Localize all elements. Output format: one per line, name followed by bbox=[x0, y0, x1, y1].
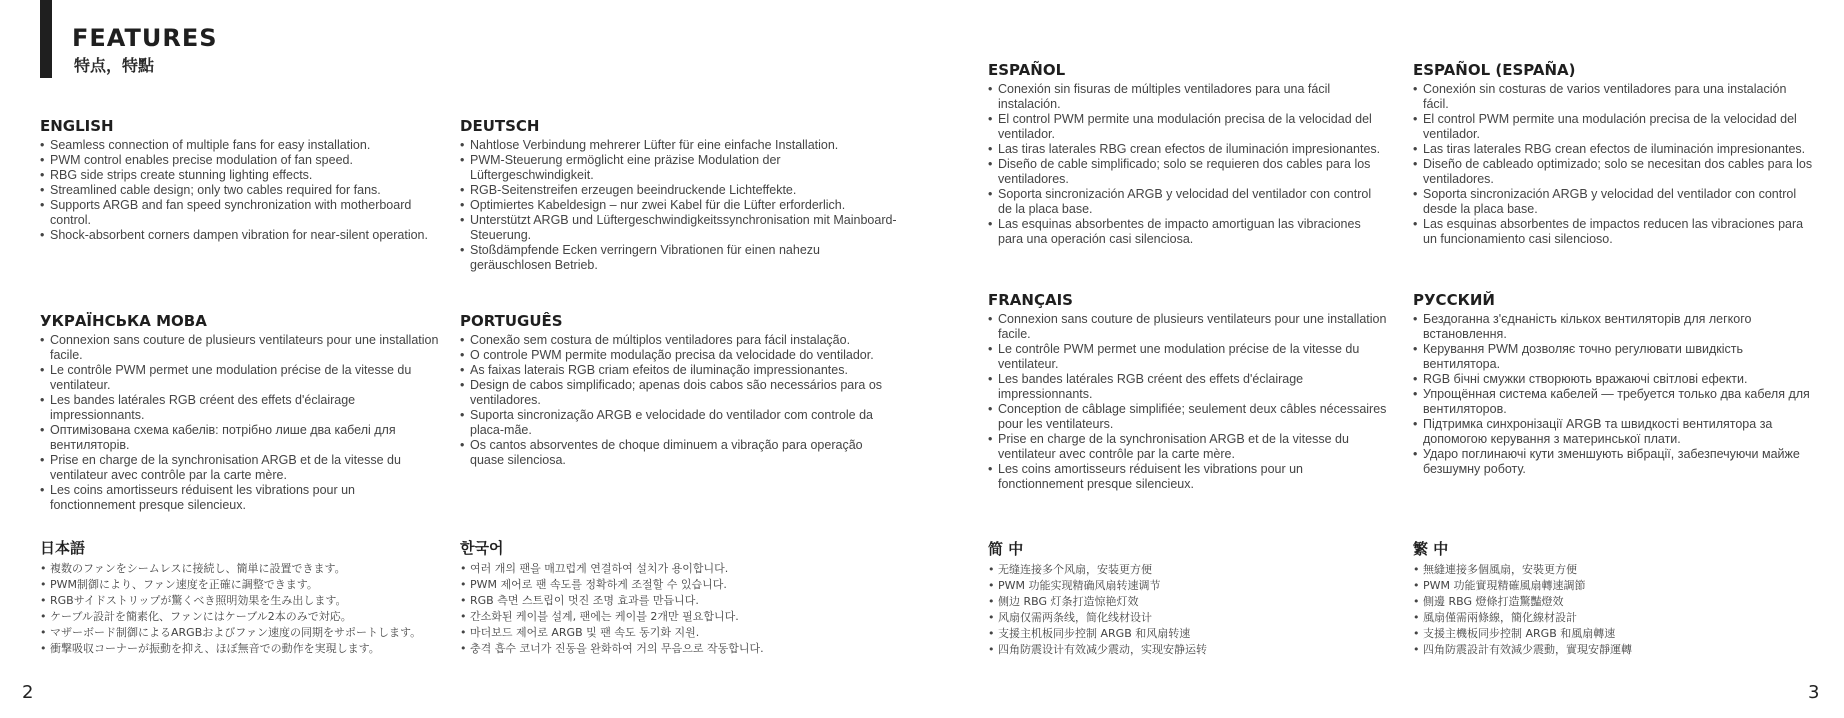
feature-list bbox=[1413, 82, 1813, 247]
list-item: • RBG side strips create stunning lighting effects. bbox=[40, 168, 440, 183]
list-item: • 간소화된 케이블 설계, 팬에는 케이블 2개만 필요합니다. bbox=[460, 609, 900, 625]
list-item: • Prise en charge de la synchronisation ARGB et de la vitesse du ventilateur avec contrôle par la carte mère. bbox=[988, 432, 1388, 462]
list-item: • 無縫連接多個風扇，安裝更方便 bbox=[1413, 562, 1813, 578]
list-item: • Diseño de cableado optimizado; solo se necesitan dos cables para los ventiladores. bbox=[1413, 157, 1813, 187]
feature-list bbox=[988, 562, 1388, 658]
list-item: • Suporta sincronização ARGB e velocidade do ventilador com controle da placa-mãe. bbox=[460, 408, 900, 438]
list-item: • Nahtlose Verbindung mehrerer Lüfter für eine einfache Installation. bbox=[460, 138, 900, 153]
list-item: • PWM 제어로 팬 속도를 정확하게 조절할 수 있습니다. bbox=[460, 577, 900, 593]
list-item: • PWM-Steuerung ermöglicht eine präzise Modulation der Lüftergeschwindigkeit. bbox=[460, 153, 900, 183]
list-item: • 支援主機板同步控制 ARGB 和風扇轉速 bbox=[1413, 626, 1813, 642]
list-item: • 四角防震设计有效减少震动，实现安静运转 bbox=[988, 642, 1388, 658]
list-item: • Оптимізована схема кабелів: потрібно лише два кабелі для вентиляторів. bbox=[40, 423, 440, 453]
list-item: • マザーボード制御によるARGBおよびファン速度の同期をサポートします。 bbox=[40, 625, 440, 641]
list-item: • Las tiras laterales RBG crean efectos de iluminación impresionantes. bbox=[1413, 142, 1813, 157]
feature-list bbox=[460, 333, 900, 468]
list-item: • 충격 흡수 코너가 진동을 완화하여 거의 무음으로 작동합니다. bbox=[460, 641, 900, 657]
list-item: • Diseño de cable simplificado; solo se requieren dos cables para los ventiladores. bbox=[988, 157, 1388, 187]
section-heading: РУССКИЙ bbox=[1413, 291, 1495, 309]
section-traditional-chinese bbox=[1413, 538, 1813, 658]
section-heading: 繁 中 bbox=[1413, 540, 1449, 558]
list-item: • Las esquinas absorbentes de impactos reducen las vibraciones para un funcionamiento casi silencioso. bbox=[1413, 217, 1813, 247]
section-francais bbox=[988, 291, 1388, 492]
list-item: • Conexão sem costura de múltiplos ventiladores para fácil instalação. bbox=[460, 333, 900, 348]
list-item: • Le contrôle PWM permet une modulation précise de la vitesse du ventilateur. bbox=[988, 342, 1388, 372]
list-item: • RGB-Seitenstreifen erzeugen beeindruckende Lichteffekte. bbox=[460, 183, 900, 198]
list-item: • Unterstützt ARGB und Lüftergeschwindigkeitssynchronisation mit Mainboard-Steuerung. bbox=[460, 213, 900, 243]
list-item: • Optimiertes Kabeldesign – nur zwei Kabel für die Lüfter erforderlich. bbox=[460, 198, 900, 213]
list-item: • Streamlined cable design; only two cables required for fans. bbox=[40, 183, 440, 198]
list-item: • 側邊 RBG 燈條打造驚豔燈效 bbox=[1413, 594, 1813, 610]
section-heading: PORTUGUÊS bbox=[460, 312, 563, 330]
list-item: • 複数のファンをシームレスに接続し、簡単に設置できます。 bbox=[40, 561, 440, 577]
section-espanol bbox=[988, 61, 1388, 247]
section-russian bbox=[1413, 291, 1813, 477]
list-item: • Connexion sans couture de plusieurs ventilateurs pour une installation facile. bbox=[40, 333, 440, 363]
list-item: • Les coins amortisseurs réduisent les vibrations pour un fonctionnement presque silencieux. bbox=[40, 483, 440, 513]
list-item: • Conexión sin fisuras de múltiples ventiladores para una fácil instalación. bbox=[988, 82, 1388, 112]
section-portugues bbox=[460, 312, 900, 468]
feature-list bbox=[460, 561, 900, 657]
feature-list bbox=[460, 138, 900, 273]
list-item: • Conception de câblage simplifiée; seulement deux câbles nécessaires pour les ventilateurs. bbox=[988, 402, 1388, 432]
list-item: • 衝撃吸収コーナーが振動を抑え、ほぼ無音での動作を実現します。 bbox=[40, 641, 440, 657]
section-english bbox=[40, 117, 440, 243]
list-item: • 風扇僅需兩條線，簡化線材設計 bbox=[1413, 610, 1813, 626]
feature-list bbox=[988, 82, 1388, 247]
section-espanol-espana bbox=[1413, 61, 1813, 247]
list-item: • Prise en charge de la synchronisation ARGB et de la vitesse du ventilateur avec contrôle par la carte mère. bbox=[40, 453, 440, 483]
list-item: • RGBサイドストリップが驚くべき照明効果を生み出します。 bbox=[40, 593, 440, 609]
list-item: • 无缝连接多个风扇，安装更方便 bbox=[988, 562, 1388, 578]
list-item: • RGB бічні смужки створюють вражаючі світлові ефекти. bbox=[1413, 372, 1813, 387]
list-item: • 侧边 RBG 灯条打造惊艳灯效 bbox=[988, 594, 1388, 610]
list-item: • PWM制御により、ファン速度を正確に調整できます。 bbox=[40, 577, 440, 593]
page-number-right: 3 bbox=[1808, 682, 1820, 703]
list-item: • PWM control enables precise modulation of fan speed. bbox=[40, 153, 440, 168]
list-item: • Supports ARGB and fan speed synchronization with motherboard control. bbox=[40, 198, 440, 228]
list-item: • Las tiras laterales RBG crean efectos de iluminación impresionantes. bbox=[988, 142, 1388, 157]
list-item: • Soporta sincronización ARGB y velocidad del ventilador con control de la placa base. bbox=[988, 187, 1388, 217]
page-number-left: 2 bbox=[22, 682, 34, 703]
list-item: • Stoßdämpfende Ecken verringern Vibrationen für einen nahezu geräuschlosen Betrieb. bbox=[460, 243, 900, 273]
list-item: • Design de cabos simplificado; apenas dois cabos são necessários para os ventiladores. bbox=[460, 378, 900, 408]
list-item: • Le contrôle PWM permet une modulation précise de la vitesse du ventilateur. bbox=[40, 363, 440, 393]
list-item: • Ударо поглинаючі кути зменшують вібрації, забезпечуючи майже безшумну роботу. bbox=[1413, 447, 1813, 477]
list-item: • PWM 功能实现精确风扇转速调节 bbox=[988, 578, 1388, 594]
list-item: • 여러 개의 팬을 매끄럽게 연결하여 설치가 용이합니다. bbox=[460, 561, 900, 577]
page-title: FEATURES bbox=[72, 24, 218, 52]
list-item: • 支援主机板同步控制 ARGB 和风扇转速 bbox=[988, 626, 1388, 642]
list-item: • Упрощённая система кабелей — требуется только два кабеля для вентиляторов. bbox=[1413, 387, 1813, 417]
section-heading: ENGLISH bbox=[40, 117, 114, 135]
list-item: • 마더보드 제어로 ARGB 및 팬 속도 동기화 지원. bbox=[460, 625, 900, 641]
list-item: • Conexión sin costuras de varios ventiladores para una instalación fácil. bbox=[1413, 82, 1813, 112]
page-subtitle: 特点，特點 bbox=[74, 56, 155, 75]
section-ukrainian bbox=[40, 312, 440, 513]
list-item: • RGB 측면 스트립이 멋진 조명 효과를 만듭니다. bbox=[460, 593, 900, 609]
list-item: • Os cantos absorventes de choque diminuem a vibração para operação quase silenciosa. bbox=[460, 438, 900, 468]
list-item: • 风扇仅需两条线，简化线材设计 bbox=[988, 610, 1388, 626]
list-item: • PWM 功能實現精確風扇轉速調節 bbox=[1413, 578, 1813, 594]
list-item: • 四角防震設計有效減少震動，實現安靜運轉 bbox=[1413, 642, 1813, 658]
list-item: • Les bandes latérales RGB créent des effets d'éclairage impressionnants. bbox=[988, 372, 1388, 402]
section-heading: 日本語 bbox=[40, 539, 86, 557]
list-item: • Les bandes latérales RGB créent des effets d'éclairage impressionnants. bbox=[40, 393, 440, 423]
feature-list bbox=[40, 333, 440, 513]
section-heading: ESPAÑOL (ESPAÑA) bbox=[1413, 61, 1576, 79]
list-item: • El control PWM permite una modulación precisa de la velocidad del ventilador. bbox=[1413, 112, 1813, 142]
list-item: • Les coins amortisseurs réduisent les vibrations pour un fonctionnement presque silencieux. bbox=[988, 462, 1388, 492]
list-item: • Seamless connection of multiple fans for easy installation. bbox=[40, 138, 440, 153]
list-item: • Connexion sans couture de plusieurs ventilateurs pour une installation facile. bbox=[988, 312, 1388, 342]
section-heading: DEUTSCH bbox=[460, 117, 540, 135]
section-japanese bbox=[40, 537, 440, 657]
feature-list bbox=[1413, 312, 1813, 477]
feature-list bbox=[40, 561, 440, 657]
section-heading: ESPAÑOL bbox=[988, 61, 1066, 79]
section-heading: FRANÇAIS bbox=[988, 291, 1073, 309]
feature-list bbox=[988, 312, 1388, 492]
section-deutsch bbox=[460, 117, 900, 273]
list-item: • Soporta sincronización ARGB y velocidad del ventilador con control desde la placa base. bbox=[1413, 187, 1813, 217]
list-item: • Shock-absorbent corners dampen vibration for near-silent operation. bbox=[40, 228, 440, 243]
list-item: • As faixas laterais RGB criam efeitos de iluminação impressionantes. bbox=[460, 363, 900, 378]
section-heading: 简 中 bbox=[988, 540, 1024, 558]
list-item: • Las esquinas absorbentes de impacto amortiguan las vibraciones para una operación casi silenciosa. bbox=[988, 217, 1388, 247]
section-heading: 한국어 bbox=[460, 539, 504, 557]
list-item: • ケーブル設計を簡素化、ファンにはケーブル2本のみで対応。 bbox=[40, 609, 440, 625]
list-item: • O controle PWM permite modulação precisa da velocidade do ventilador. bbox=[460, 348, 900, 363]
feature-list bbox=[1413, 562, 1813, 658]
section-heading: УКРАЇНСЬКА МОВА bbox=[40, 312, 207, 330]
list-item: • El control PWM permite una modulación precisa de la velocidad del ventilador. bbox=[988, 112, 1388, 142]
section-korean bbox=[460, 537, 900, 657]
list-item: • Керування PWM дозволяє точно регулювати швидкість вентилятора. bbox=[1413, 342, 1813, 372]
section-simplified-chinese bbox=[988, 538, 1388, 658]
list-item: • Бездоганна з'єднаність кількох вентиляторів для легкого встановлення. bbox=[1413, 312, 1813, 342]
feature-list bbox=[40, 138, 440, 243]
title-accent-bar bbox=[40, 0, 52, 78]
list-item: • Підтримка синхронізації ARGB та швидкості вентилятора за допомогою керування з материнської плати. bbox=[1413, 417, 1813, 447]
